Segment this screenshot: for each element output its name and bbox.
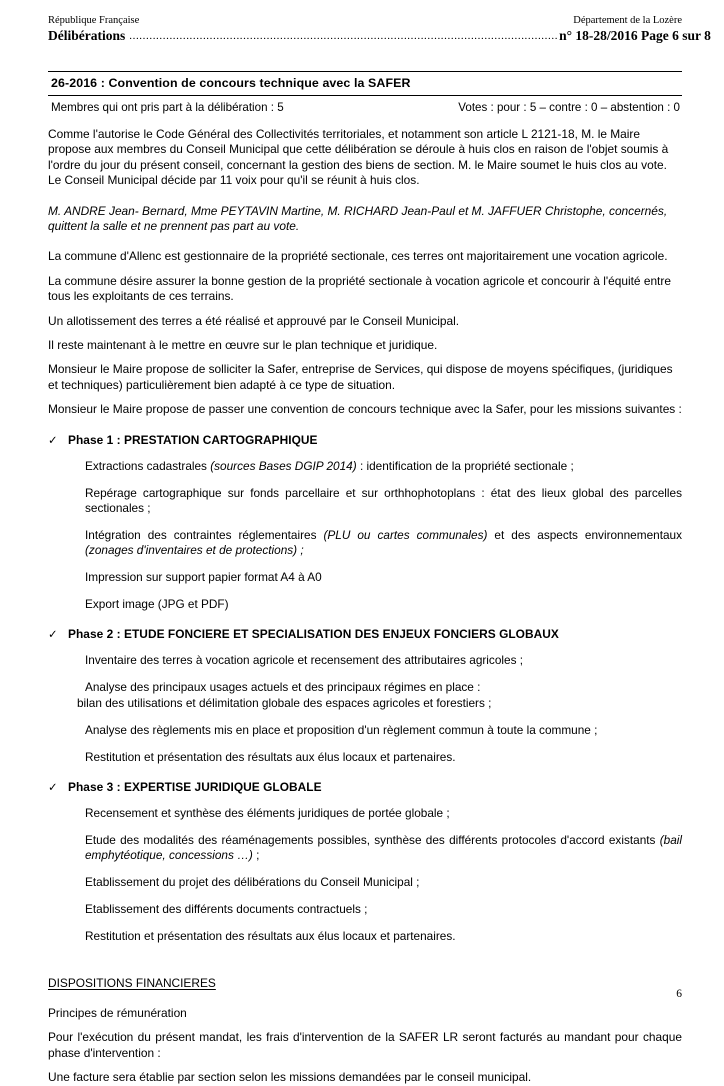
header-doc-label: Délibérations bbox=[48, 28, 126, 43]
phase-item-text: Etablissement des différents documents contractuels ; bbox=[85, 901, 368, 916]
paragraph-mise-en-oeuvre: Il reste maintenant à le mettre en œuvre sur le plan technique et juridique. bbox=[48, 338, 438, 353]
phase-item-text: Restitution et présentation des résultats aux élus locaux et partenaires. bbox=[85, 749, 456, 764]
phase-heading bbox=[48, 780, 682, 796]
phase-item bbox=[85, 459, 682, 474]
header-top-row bbox=[48, 14, 682, 27]
phase-label: Phase 3 : EXPERTISE JURIDIQUE GLOBALE bbox=[68, 779, 322, 794]
phase-item bbox=[85, 597, 682, 612]
recused-members-paragraph: M. ANDRE Jean- Bernard, Mme PEYTAVIN Martine, M. RICHARD Jean-Paul et M. JAFFUER Christophe, concernés, quittent la salle et ne prennent pas part au vote. bbox=[48, 203, 668, 234]
votes-tally-label: Votes : pour : 5 – contre : 0 – abstention : 0 bbox=[458, 101, 680, 114]
header-bottom-row bbox=[48, 28, 711, 45]
page-content bbox=[48, 14, 711, 1086]
phase-item bbox=[85, 723, 682, 738]
phase-item-text: Etude des modalités des réaménagements possibles, synthèse des différents protocoles d'accord existants bbox=[85, 832, 660, 847]
phase-item-text: Repérage cartographique sur fonds parcellaire et sur orthhophotoplans : état des lieux global des parcelles sectionales ; bbox=[85, 485, 682, 515]
phase-item-text: Export image (JPG et PDF) bbox=[85, 597, 229, 612]
phase-item bbox=[85, 528, 682, 558]
phase-item bbox=[85, 486, 682, 516]
paragraph-commune-desire: La commune désire assurer la bonne gestion de la propriété sectionale à vocation agricole et concourir à l'équité entre tous les exploitants de ces terrains. bbox=[48, 273, 671, 304]
financial-body bbox=[48, 1006, 682, 1086]
paragraph-commune-gestionnaire: La commune d'Allenc est gestionnaire de la propriété sectionale, ces terres ont majoritairement une vocation agricole. bbox=[48, 249, 668, 264]
phase-item-text: Intégration des contraintes réglementaires bbox=[85, 527, 324, 542]
phase-item bbox=[77, 680, 682, 710]
phase-item-text: Etablissement du projet des délibérations du Conseil Municipal ; bbox=[85, 874, 420, 889]
phase-item-text: Inventaire des terres à vocation agricole et recensement des attributaires agricoles ; bbox=[85, 653, 524, 668]
phase-item-text: Extractions cadastrales bbox=[85, 458, 211, 473]
phase-item-text: Analyse des principaux usages actuels et des principaux régimes en place : bbox=[85, 680, 481, 695]
header-department-label: Département de la Lozère bbox=[573, 15, 682, 26]
phase-item bbox=[85, 750, 682, 765]
deliberation-block bbox=[48, 71, 682, 118]
paragraph-solliciter-safer: Monsieur le Maire propose de solliciter la Safer, entreprise de Services, qui dispose de moyens spécifiques, (juridiques et techniques) particulièrement bien adapté à ce type de situation. bbox=[48, 362, 673, 392]
check-icon: ✓ bbox=[48, 434, 58, 447]
header-reference: n° 18-28/2016 Page 6 sur 8 bbox=[559, 28, 711, 43]
phase-item-text: (bail emphytéotique, concessions …) bbox=[85, 832, 682, 862]
check-icon: ✓ bbox=[48, 781, 58, 794]
phase-item-text: (zonages d'inventaires et de protections) ; bbox=[85, 543, 304, 558]
deliberation-votes-row bbox=[48, 96, 682, 118]
phases-list bbox=[48, 433, 682, 944]
phase-heading bbox=[48, 433, 682, 449]
phase-item-text: et des aspects environnementaux bbox=[487, 527, 682, 542]
phase-item-text: ; bbox=[252, 847, 260, 862]
paragraph-convention-missions: Monsieur le Maire propose de passer une convention de concours technique avec la Safer, pour les missions suivantes : bbox=[48, 402, 682, 417]
phase-item-text: (sources Bases DGIP 2014) bbox=[210, 458, 357, 473]
body-area bbox=[48, 127, 682, 418]
phase-item-text: bilan des utilisations et délimitation globale des espaces agricoles et forestiers ; bbox=[77, 695, 492, 710]
financial-heading: DISPOSITIONS FINANCIERES bbox=[48, 975, 216, 990]
financial-section bbox=[48, 956, 682, 1086]
paragraph-principes-remuneration: Principes de rémunération bbox=[48, 1005, 187, 1020]
phase-item-text: (PLU ou cartes communales) bbox=[323, 527, 488, 542]
phase-item bbox=[85, 806, 682, 821]
header-dot-leader: ................................................................................................................................ bbox=[129, 30, 559, 42]
paragraph-allotissement: Un allotissement des terres a été réalisé et approuvé par le Conseil Municipal. bbox=[48, 313, 460, 328]
phase-item bbox=[85, 875, 682, 890]
page-number: 6 bbox=[676, 988, 682, 1000]
members-count-label: Membres qui ont pris part à la délibération : 5 bbox=[51, 101, 284, 114]
phase-item bbox=[85, 653, 682, 668]
intro-paragraph: Comme l'autorise le Code Général des Collectivités territoriales, et notamment son article L 2121-18, M. le Maire propose aux membres du Conseil Municipal que cette délibération se déroule à huis clos en raison de l'objet soumis à l'ordre du jour du présent conseil, concernant la gestion des biens de section. M. le Maire soumet le huis clos au vote. Le Conseil Municipal décide par 11 voix pour qu'il se réunit à huis clos. bbox=[48, 127, 669, 188]
phase-item-text: Restitution et présentation des résultats aux élus locaux et partenaires. bbox=[85, 928, 456, 943]
running-header bbox=[48, 14, 711, 45]
paragraph-frais-intervention: Pour l'exécution du présent mandat, les frais d'intervention de la SAFER LR seront facturés au mandant pour chaque phase d'intervention : bbox=[48, 1030, 682, 1060]
phase-label: Phase 2 : ETUDE FONCIERE ET SPECIALISATION DES ENJEUX FONCIERS GLOBAUX bbox=[68, 627, 559, 642]
check-icon: ✓ bbox=[48, 629, 58, 642]
phase-item-text: Analyse des règlements mis en place et proposition d'un règlement commun à toute la commune ; bbox=[85, 722, 598, 737]
phase-item bbox=[85, 902, 682, 917]
phase-item-text: Recensement et synthèse des éléments juridiques de portée globale ; bbox=[85, 805, 450, 820]
deliberation-title: 26-2016 : Convention de concours technique avec la SAFER bbox=[48, 72, 682, 96]
header-republic-label: République Française bbox=[48, 15, 140, 26]
phase-item-text: Impression sur support papier format A4 à A0 bbox=[85, 570, 322, 585]
phase-item bbox=[85, 833, 682, 863]
phase-heading bbox=[48, 627, 682, 643]
phase-label: Phase 1 : PRESTATION CARTOGRAPHIQUE bbox=[68, 432, 318, 447]
phase-item-text: : identification de la propriété sectionale ; bbox=[356, 458, 574, 473]
phase-item bbox=[85, 929, 682, 944]
paragraph-facture-section: Une facture sera établie par section selon les missions demandées par le conseil municipal. bbox=[48, 1070, 532, 1085]
phase-item bbox=[85, 570, 682, 585]
